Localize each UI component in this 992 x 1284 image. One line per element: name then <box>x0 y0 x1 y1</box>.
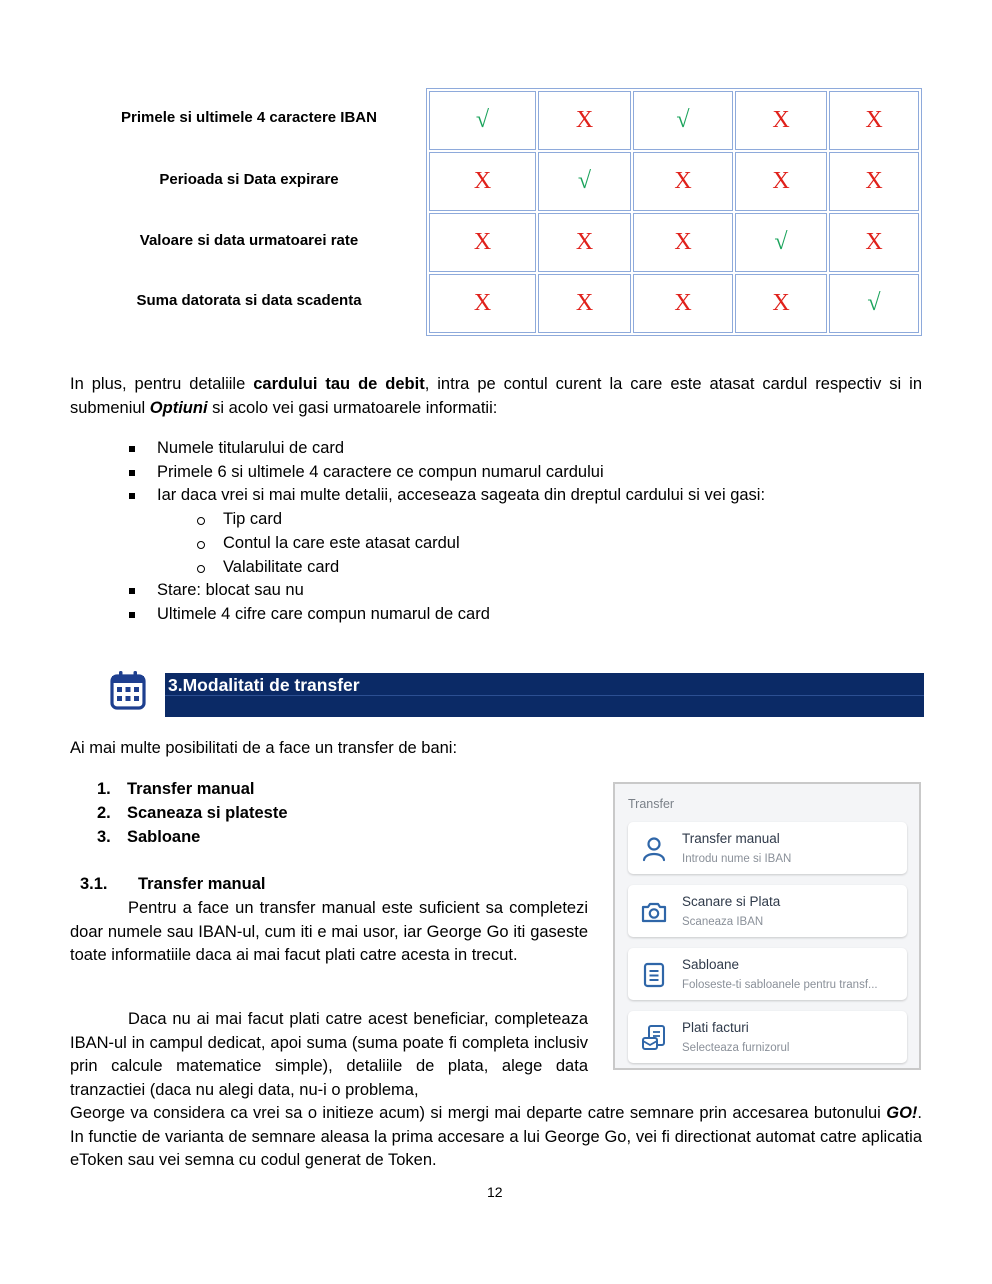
list-item: Ultimele 4 cifre care compun numarul de card <box>70 603 765 627</box>
transfer-manual-option[interactable] <box>628 822 907 874</box>
table-cell: √ <box>829 274 919 333</box>
section-heading <box>165 673 924 717</box>
table-cell: X <box>735 91 827 150</box>
option-subtitle: Scaneaza IBAN <box>682 916 764 928</box>
list-item: 1. Transfer manual <box>97 780 255 798</box>
table-cell: X <box>735 274 827 333</box>
table-cell: X <box>429 213 536 272</box>
option-title: Sabloane <box>682 957 740 972</box>
person-icon <box>640 835 668 863</box>
list-item: 2. Scaneaza si plateste <box>97 804 288 822</box>
table-cell: X <box>538 213 631 272</box>
bill-icon <box>640 1024 668 1052</box>
panel-title: Transfer <box>628 797 675 811</box>
paragraph-2: Daca nu ai mai facut plati catre acest beneficiar, completeaza IBAN-ul in campul dedicat, apoi suma (suma poate fi completa inclusiv prin calcule matematice simple), detaliile de plata, alege data tranzactiei (daca nu alegi data, nu-i o problema, <box>70 1010 588 1099</box>
card-info-list <box>70 437 765 627</box>
subsection-heading: 3.1. Transfer manual <box>80 875 266 893</box>
table-cell: √ <box>429 91 536 150</box>
scan-pay-option[interactable] <box>628 885 907 937</box>
row-label-installment: Valoare si data urmatoarei rate <box>139 232 359 249</box>
options-emphasis: Optiuni <box>149 398 208 417</box>
table-cell: X <box>633 274 733 333</box>
table-cell: √ <box>735 213 827 272</box>
bill-payments-option[interactable] <box>628 1011 907 1063</box>
option-title: Plati facturi <box>682 1020 749 1035</box>
table-cell: X <box>633 213 733 272</box>
option-title: Transfer manual <box>682 831 780 846</box>
transfer-panel <box>613 782 921 1070</box>
comparison-table <box>426 88 922 336</box>
list-item: 3. Sabloane <box>97 828 201 846</box>
table-cell: X <box>829 213 919 272</box>
list-item: Iar daca vrei si mai multe detalii, acceseaza sageata din dreptul cardului si vei gasi: <box>70 484 765 508</box>
row-label-expiry: Perioada si Data expirare <box>159 171 339 188</box>
section-intro: Ai mai multe posibilitati de a face un transfer de bani: <box>70 739 458 757</box>
table-cell: X <box>538 91 631 150</box>
option-subtitle: Selecteaza furnizorul <box>682 1042 790 1054</box>
go-emphasis: GO! <box>886 1104 918 1122</box>
table-row <box>429 213 919 272</box>
paragraph-2-continued: George va considera ca vrei sa o initieze acum) si mergi mai departe catre semnare prin accesarea butonului GO!. In functie de varianta de semnare aleasa la prima accesare a lui George Go, vei fi directionat automat catre aplicatia eToken sau vei semna cu codul generat de Token. <box>70 1104 922 1169</box>
list-item: Primele 6 si ultimele 4 caractere ce compun numarul cardului <box>70 461 765 485</box>
table-cell: X <box>429 152 536 211</box>
calendar-icon <box>108 669 148 711</box>
intro-paragraph: In plus, pentru detaliile cardului tau de debit, intra pe contul curent la care este atasat cardul respectiv si in submeniul Optiuni si acolo vei gasi urmatoarele informatii: <box>70 375 922 417</box>
list-item: Tip card <box>70 508 765 532</box>
row-label-iban: Primele si ultimele 4 caractere IBAN <box>121 109 377 126</box>
list-item: Contul la care este atasat cardul <box>70 532 765 556</box>
table-cell: X <box>538 274 631 333</box>
paragraph-1: Pentru a face un transfer manual este suficient sa completezi doar numele sau IBAN-ul, cum iti e mai usor, iar George Go iti gaseste toate informatiile daca ai mai facut plati catre acesta in trecut. <box>70 899 588 965</box>
table-cell: X <box>829 152 919 211</box>
table-row <box>429 91 919 150</box>
page-number: 12 <box>487 1184 503 1200</box>
table-cell: √ <box>633 91 733 150</box>
option-title: Scanare si Plata <box>682 894 781 909</box>
list-item: Valabilitate card <box>70 556 765 580</box>
option-subtitle: Introdu nume si IBAN <box>682 853 792 865</box>
document-icon <box>640 961 668 989</box>
table-cell: X <box>429 274 536 333</box>
table-cell: X <box>633 152 733 211</box>
camera-icon <box>640 898 668 926</box>
option-subtitle: Foloseste-ti sabloanele pentru transf... <box>682 979 878 991</box>
transfer-methods-list <box>97 777 288 849</box>
templates-option[interactable] <box>628 948 907 1000</box>
table-cell: X <box>829 91 919 150</box>
list-item: Stare: blocat sau nu <box>70 579 765 603</box>
table-cell: X <box>735 152 827 211</box>
section-title: 3.Modalitati de transfer <box>168 675 360 695</box>
table-row <box>429 152 919 211</box>
row-label-due: Suma datorata si data scadenta <box>136 292 362 309</box>
table-row <box>429 274 919 333</box>
list-item: Numele titularului de card <box>70 437 765 461</box>
table-cell: √ <box>538 152 631 211</box>
debit-card-emphasis: cardului tau de debit <box>253 375 425 393</box>
